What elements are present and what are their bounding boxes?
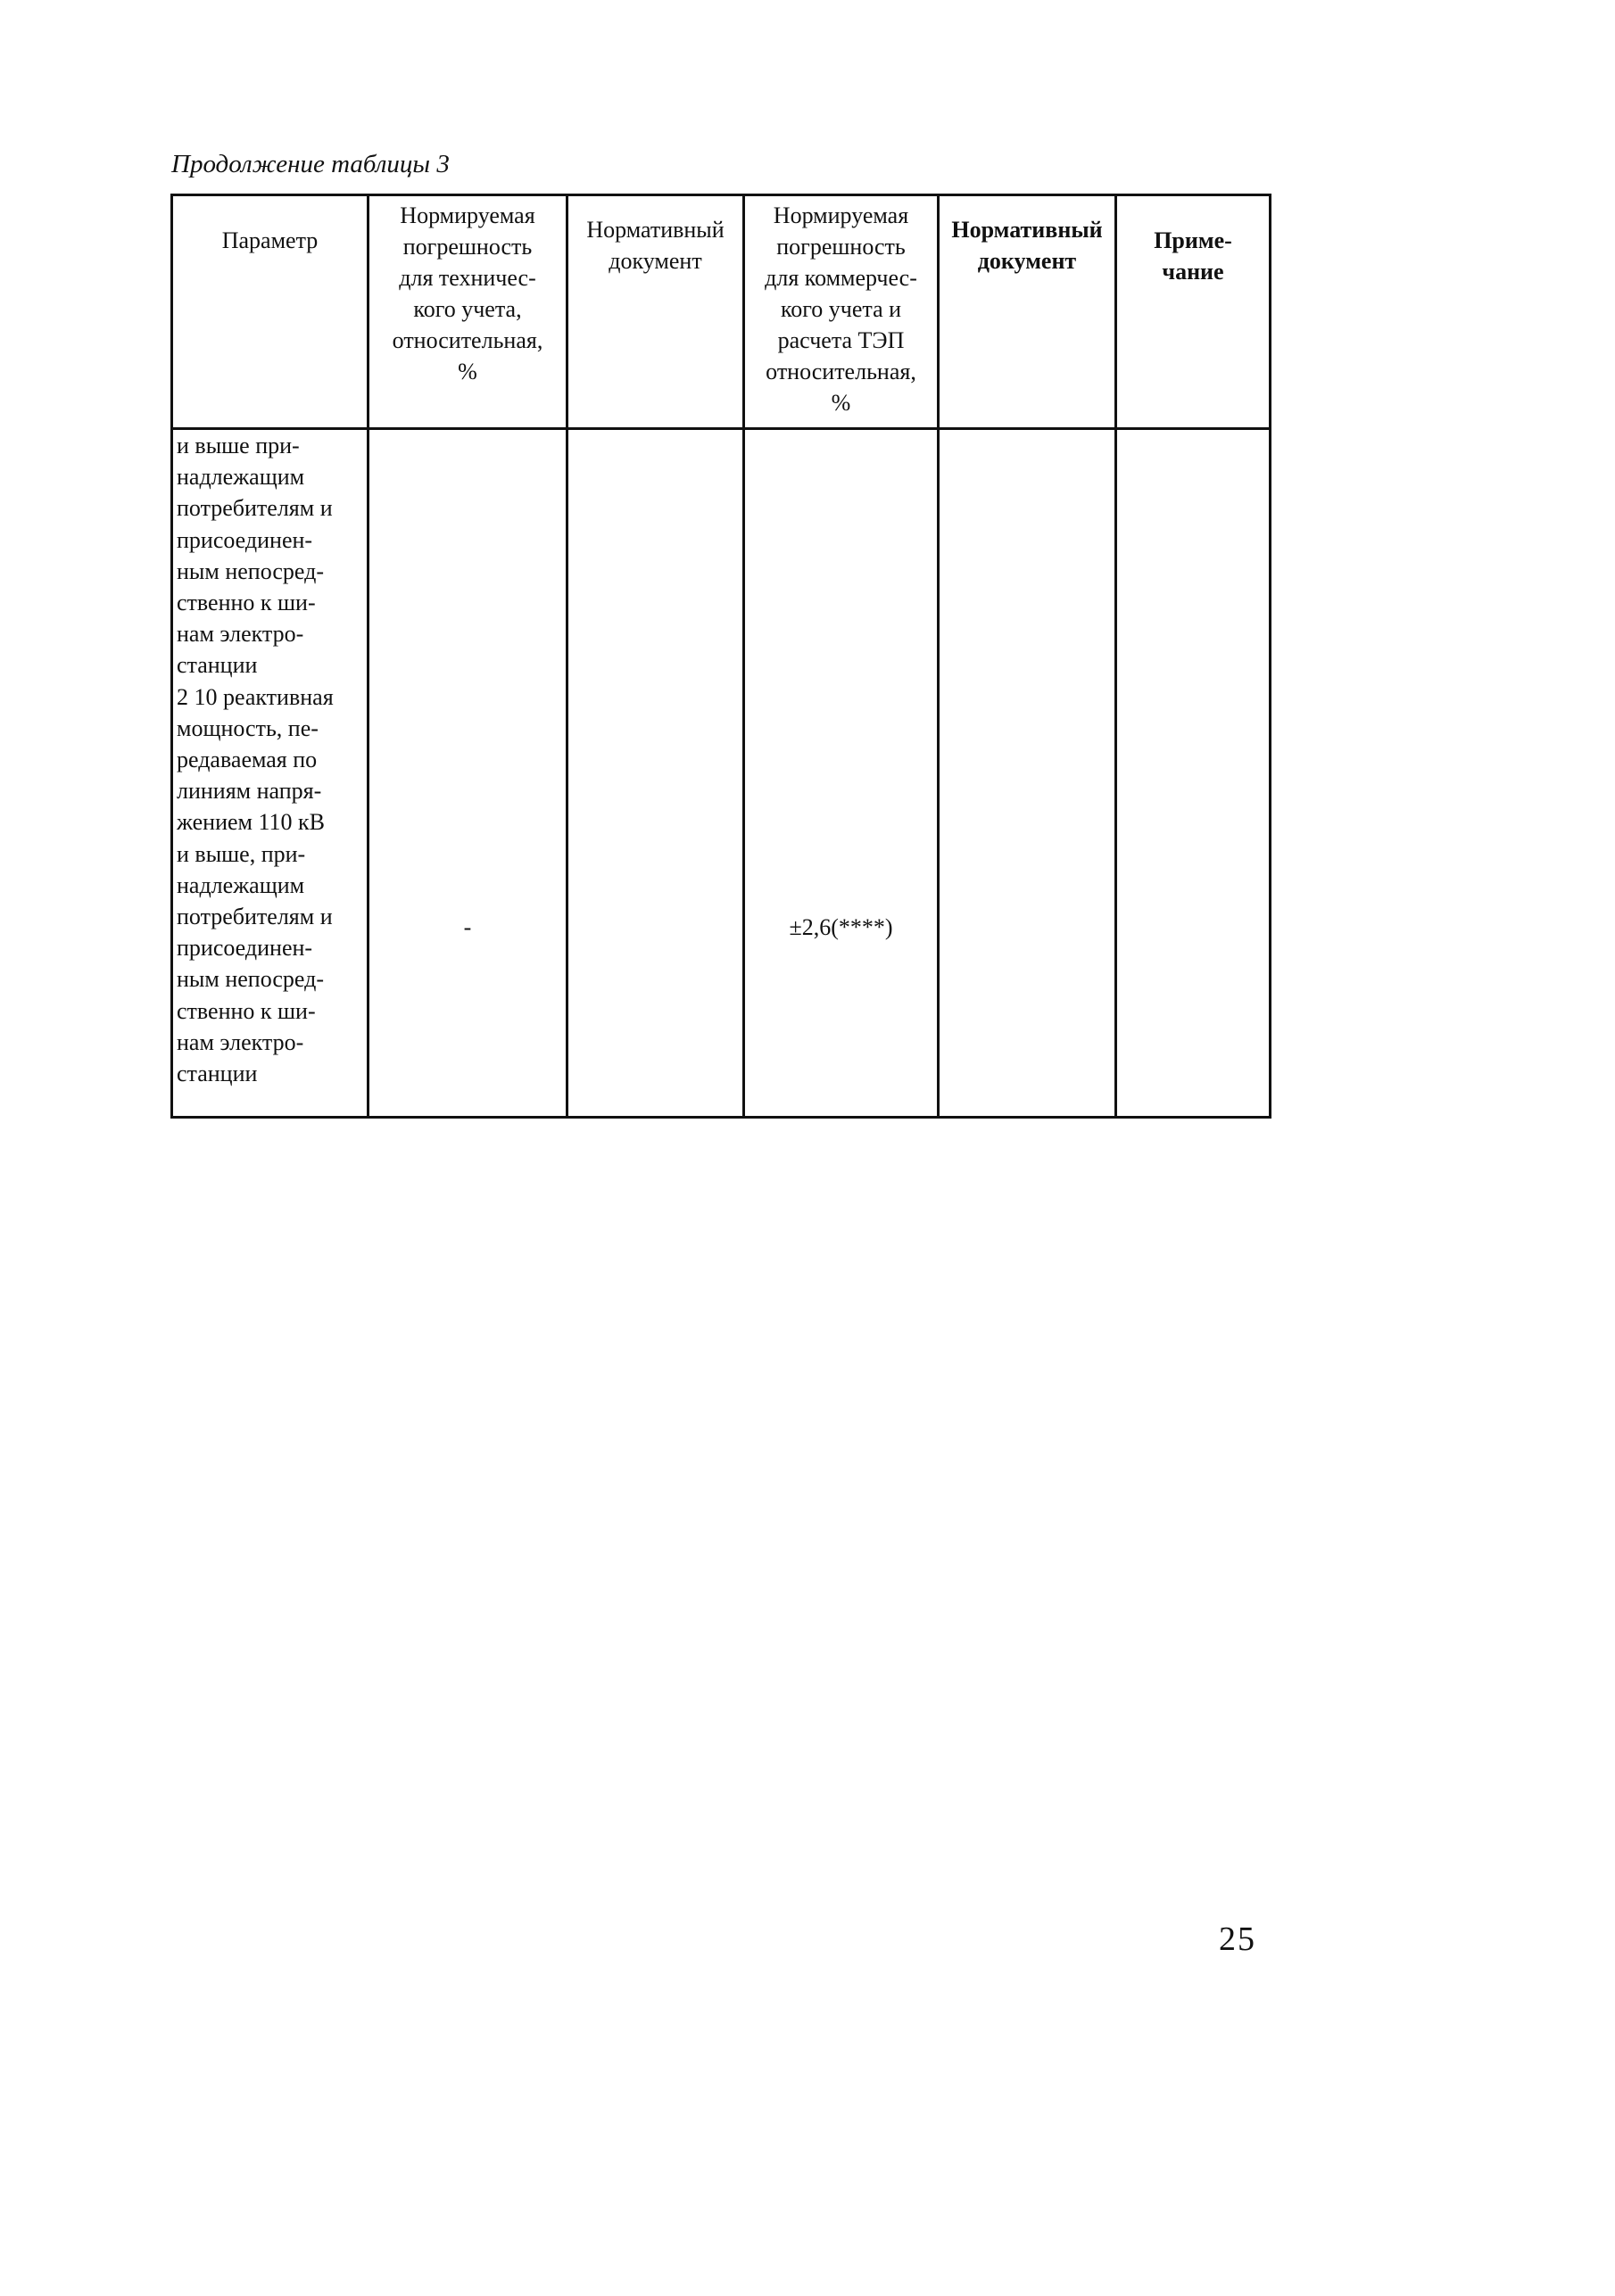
cell-commercial-error: ±2,6(****): [744, 429, 939, 1118]
column-header-technical-error: Нормируемая погрешность для техничес- кого учета, относительная, %: [369, 195, 567, 429]
column-header-commercial-error: Нормируемая погрешность для коммерчес- кого учета и расчета ТЭП относительная, %: [744, 195, 939, 429]
table-header-row: [172, 195, 1271, 429]
cell-note: [1116, 429, 1271, 1118]
table-row: [172, 429, 1271, 1118]
cell-normative-doc-2: [939, 429, 1116, 1118]
cell-parameter: и выше при- надлежащим потребителям и присоединен- ным непосред- ственно к ши- нам электро- станции 2 10 реактивная мощность, пе- редаваемая по линиям напря- жением 110 кВ и выше, при- надлежащим потребителям и присоединен- ным непосред- ственно к ши- нам электро- станции: [172, 429, 369, 1118]
cell-normative-doc-1: [567, 429, 744, 1118]
column-header-normative-doc-2: Нормативный документ: [939, 195, 1116, 429]
table-caption: Продолжение таблицы 3: [171, 150, 450, 178]
page-number: 25: [1219, 1920, 1256, 1958]
column-header-note: Приме- чание: [1116, 195, 1271, 429]
column-header-normative-doc-1: Нормативный документ: [567, 195, 744, 429]
cell-technical-error: -: [369, 429, 567, 1118]
data-table: [170, 194, 1271, 1119]
column-header-parameter: Параметр: [172, 195, 369, 429]
